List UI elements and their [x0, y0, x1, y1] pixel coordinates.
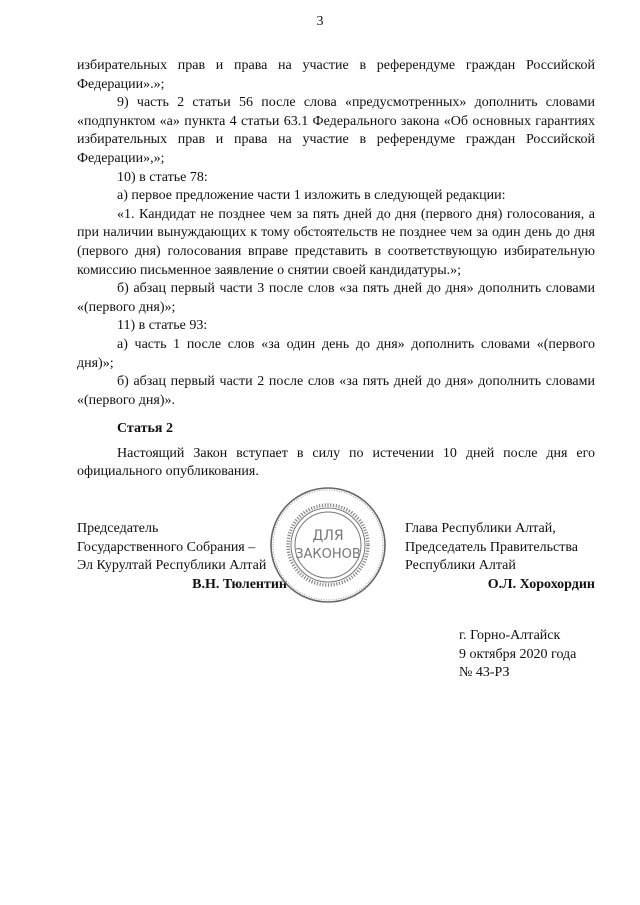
- paragraph: б) абзац первый части 2 после слов «за пять дней до дня» дополнить словами «(первого дня)».: [77, 374, 595, 408]
- paragraph: а) часть 1 после слов «за один день до дня» дополнить словами «(первого дня)»;: [77, 336, 595, 371]
- law-number: № 43-РЗ: [459, 665, 510, 681]
- place-date-block: [459, 627, 576, 683]
- article-text: Настоящий Закон вступает в силу по истечении 10 дней после дня его официального опубликования.: [77, 445, 595, 480]
- signer-name: О.Л. Хорохордин: [487, 576, 595, 592]
- paragraph: 10) в статье 78:: [117, 169, 208, 185]
- signer-title-line: Эл Курултай Республики Алтай: [77, 558, 267, 574]
- date: 9 октября 2020 года: [459, 646, 577, 662]
- paragraph: 11) в статье 93:: [117, 318, 208, 334]
- paragraph: избирательных прав и права на участие в референдуме граждан Российской Федерации».»;: [77, 58, 595, 92]
- city: г. Горно-Алтайск: [459, 628, 561, 643]
- signer-name: В.Н. Тюлентин: [192, 576, 287, 592]
- page-number: 3: [316, 14, 324, 29]
- paragraph: «1. Кандидат не позднее чем за пять дней до дня (первого дня) голосования, а при наличии вынуждающих к тому обстоятельств не позднее чем за один день до дня (первого дня) голосования вправе представить в соответствующую избирательную комиссию письменное заявление о снятии своей кандидатуры.»;: [77, 206, 595, 278]
- stamp-line-1: ДЛЯ: [312, 528, 344, 544]
- signature-block-left: [77, 520, 287, 594]
- stamp-line-2: ЗАКОНОВ: [295, 547, 361, 562]
- signer-title-line: Республики Алтай: [405, 558, 516, 574]
- article-heading: Статья 2: [117, 421, 173, 437]
- law-body: [77, 57, 595, 482]
- signer-title-line: Государственного Собрания –: [77, 539, 256, 555]
- paragraph: 9) часть 2 статьи 56 после слова «предусмотренных» дополнить словами «подпунктом «а» пункта 4 статьи 63.1 Федерального закона «Об основных гарантиях избирательных прав и права на участие в референдуме граждан Российской Федерации»,»;: [77, 95, 595, 166]
- paragraph: а) первое предложение части 1 изложить в следующей редакции:: [117, 188, 506, 204]
- signer-title-line: Председатель Правительства: [405, 539, 578, 555]
- signature-block-right: [405, 520, 595, 594]
- paragraph: б) абзац первый части 3 после слов «за пять дней до дня» дополнить словами «(первого дня)»;: [77, 281, 595, 315]
- signer-title-line: Председатель: [77, 521, 159, 536]
- official-seal-stamp: [268, 485, 388, 605]
- signer-title-line: Глава Республики Алтай,: [405, 521, 556, 536]
